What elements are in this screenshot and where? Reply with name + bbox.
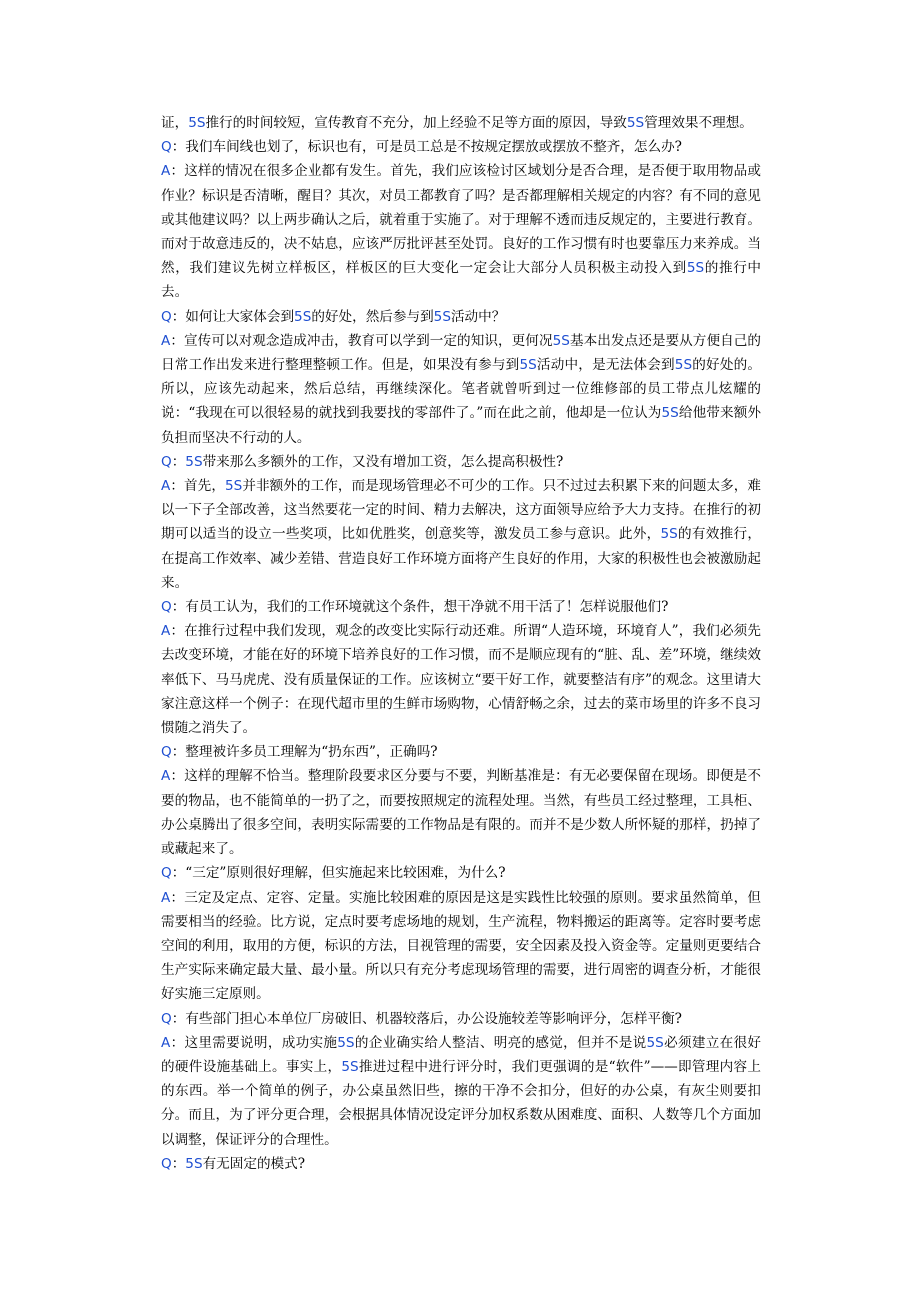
answer-paragraph [161,764,761,861]
paragraph-text: ：这样的情况在很多企业都有发生。首先，我们应该检讨区域划分是否合理，是否便于取用物品或作业？标识是否清晰，醒目？其次，对员工都教育了吗？是否都理解相关规定的内容？有不同的意见或其他建议吗？以上两步确认之后，就着重于实施了。对于理解不透而违反规定的，主要进行教育。而对于故意违反的，决不姑息，应该严厉批评甚至处罚。良好的工作习惯有时也要靠压力来养成。当然，我们建议先树立样板区，样板区的巨大变化一定会让大部分人员积极主动投入到5S的推行中去。 [161,163,762,301]
term-5s: 5S [188,115,206,131]
question-marker: Q [161,1155,172,1172]
answer-paragraph [161,619,761,740]
answer-marker: A [161,889,171,906]
paragraph-text: 证，5S推行的时间较短，宣传教育不充分，加上经验不足等方面的原因，导致5S管理效果不理想。 [161,115,753,131]
term-5s: 5S [185,453,203,470]
term-5s: 5S [660,526,678,543]
term-5s: 5S [433,308,451,325]
term-5s: 5S [626,115,645,131]
answer-marker: A [161,1034,171,1051]
question-marker: Q [161,865,172,882]
question-paragraph [161,450,761,474]
term-5s: 5S [661,405,679,422]
question-paragraph [161,740,761,764]
paragraph-text: ：如何让大家体会到5S的好处，然后参与到5S活动中？ [171,308,506,325]
term-5s: 5S [674,357,693,374]
term-5s: 5S [224,478,243,495]
paragraph-text: ：这样的理解不恰当。整理阶段要求区分要与不要，判断基准是：有无必要保留在现场。即便是不要的物品，也不能简单的一扔了之，而要按照规定的流程处理。当然，有些员工经过整理，工具柜、办公桌腾出了很多空间，表明实际需要的工作物品是有限的。而并不是少数人所怀疑的那样，扔掉了或藏起来了。 [161,768,761,858]
question-marker: Q [161,453,172,470]
answer-paragraph [161,474,761,595]
answer-paragraph [161,1031,761,1152]
answer-marker: A [161,623,171,640]
question-paragraph [161,135,761,159]
paragraph-text: ：5S带来那么多额外的工作，又没有增加工资，怎么提高积极性? [171,453,564,470]
answer-marker: A [161,768,171,785]
question-paragraph [161,1152,761,1176]
answer-paragraph [161,329,761,450]
term-5s: 5S [686,260,705,277]
answer-marker: A [161,163,171,180]
question-paragraph [161,861,761,885]
question-paragraph [161,305,761,329]
question-marker: Q [161,1010,172,1027]
paragraph-text: ：在推行过程中我们发现，观念的改变比实际行动还难。所谓“人造环境，环境育人”，我们必须先去改变环境，才能在好的环境下培养良好的工作习惯，而不是顺应现有的“脏、乱、差”环境，继续效率低下、马马虎虎、没有质量保证的工作。应该树立“要干好工作，就要整洁有序”的观念。这里请大家注意这样一个例子：在现代超市里的生鲜市场购物，心情舒畅之余，过去的菜市场里的许多不良习惯随之消失了。 [161,623,761,737]
paragraph-text: ：宣传可以对观念造成冲击，教育可以学到一定的知识，更何况5S基本出发点还是要从方便自己的日常工作出发来进行整理整顿工作。但是，如果没有参与到5S活动中，是无法体会到5S的好处的。所以，应该先动起来，然后总结，再继续深化。笔者就曾听到过一位维修部的员工带点儿炫耀的说：“我现在可以很轻易的就找到我要找的零部件了。”而在此之前，他却是一位认为5S给他带来额外负担而坚决不行动的人。 [161,332,762,446]
paragraph-text: ：有些部门担心本单位厂房破旧、机器较落后，办公设施较差等影响评分，怎样平衡? [171,1010,682,1027]
answer-paragraph [161,886,761,1007]
paragraph-text: ：三定及定点、定容、定量。实施比较困难的原因是这是实践性比较强的原则。要求虽然简单，但需要相当的经验。比方说，定点时要考虑场地的规划，生产流程，物料搬运的距离等。定容时要考虑空间的利用，取用的方便，标识的方法，目视管理的需要，安全因素及投入资金等。定量则更要结合生产实际来确定最大量、最小量。所以只有充分考虑现场管理的需要，进行周密的调查分析，才能很好实施三定原则。 [161,889,761,1003]
paragraph-text: ：这里需要说明，成功实施5S的企业确实给人整洁、明亮的感觉，但并不是说5S必须建立在很好的硬件设施基础上。事实上，5S推进过程中进行评分时，我们更强调的是“软件”——即管理内容上的东西。举一个简单的例子，办公桌虽然旧些，擦的干净不会扣分，但好的办公桌，有灰尘则要扣分。而且，为了评分更合理，会根据具体情况设定评分加权系数从困难度、面积、人数等几个方面加以调整，保证评分的合理性。 [161,1034,762,1148]
paragraph-text: ：我们车间线也划了，标识也有，可是员工总是不按规定摆放或摆放不整齐，怎么办? [171,139,682,156]
question-marker: Q [161,599,172,616]
question-marker: Q [161,139,172,156]
question-marker: Q [161,308,172,325]
term-5s: 5S [519,357,537,374]
answer-paragraph [161,159,761,304]
term-5s: 5S [646,1034,664,1051]
answer-marker: A [161,478,171,495]
text-paragraph [161,111,761,135]
term-5s: 5S [185,1155,203,1172]
paragraph-text: ：“三定”原则很好理解，但实施起来比较困难，为什么? [171,865,506,882]
question-marker: Q [161,744,172,761]
answer-marker: A [161,332,171,349]
paragraph-text: ：有员工认为，我们的工作环境就这个条件，想干净就不用干活了！怎样说服他们? [171,599,669,616]
term-5s: 5S [337,1034,355,1051]
term-5s: 5S [341,1058,359,1075]
question-paragraph [161,1007,761,1031]
term-5s: 5S [294,308,312,325]
term-5s: 5S [552,332,570,349]
paragraph-text: ：5S有无固定的模式? [171,1155,306,1172]
document-body [161,111,761,1176]
paragraph-text: ：整理被许多员工理解为“扔东西”，正确吗? [171,744,438,761]
paragraph-text: ：首先，5S并非额外的工作，而是现场管理必不可少的工作。只不过过去积累下来的问题太多，难以一下子全部改善，这当然要花一定的时间、精力去解决，这方面领导应给予大力支持。在推行的初期可以适当的设立一些奖项，比如优胜奖，创意奖等，激发员工参与意识。此外，5S的有效推行，在提高工作效率、减少差错、营造良好工作环境方面将产生良好的作用，大家的积极性也会被激励起来。 [161,478,762,591]
question-paragraph [161,595,761,619]
